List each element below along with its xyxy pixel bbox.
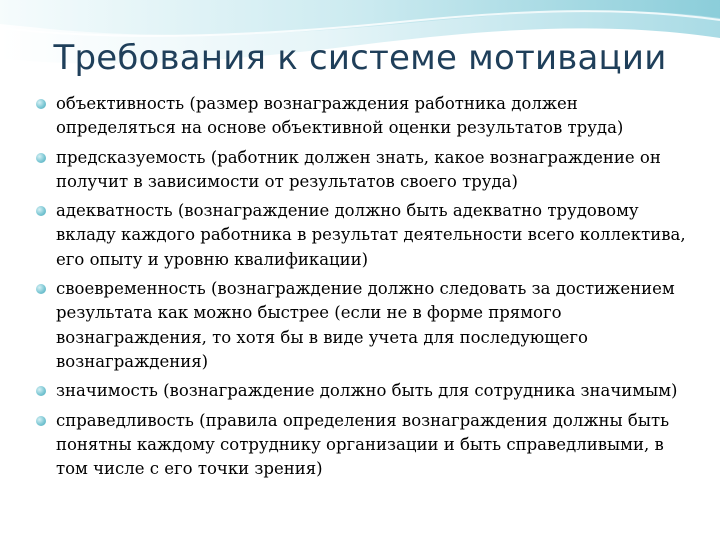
list-item-text: значимость (вознаграждение должно быть для сотрудника значимым)	[56, 381, 678, 401]
bullet-icon	[36, 206, 46, 216]
list-item	[36, 409, 686, 482]
list-item-text: предсказуемость (работник должен знать, какое вознаграждение он получит в зависимости от результатов своего труда)	[56, 147, 661, 191]
list-item	[36, 199, 686, 272]
list-item-text: адекватность (вознаграждение должно быть адекватно трудовому вкладу каждого работника в результат деятельности всего коллектива, его опыту и уровню квалификации)	[56, 201, 686, 269]
bullet-icon	[36, 284, 46, 294]
list-item	[36, 379, 686, 403]
bullet-icon	[36, 386, 46, 396]
bullet-icon	[36, 416, 46, 426]
bullet-icon	[36, 153, 46, 163]
requirements-list	[36, 92, 686, 486]
list-item	[36, 146, 686, 195]
bullet-icon	[36, 99, 46, 109]
slide-title: Требования к системе мотивации	[53, 38, 667, 78]
list-item-text: своевременность (вознаграждение должно следовать за достижением результата как можно быстрее (если не в форме прямого вознаграждения, то хотя бы в виде учета для последующего вознаграждения)	[56, 279, 675, 371]
list-item	[36, 92, 686, 141]
list-item-text: объективность (размер вознаграждения работника должен определяться на основе объективной оценки результатов труда)	[56, 94, 624, 138]
list-item	[36, 277, 686, 374]
list-item-text: справедливость (правила определения вознаграждения должны быть понятны каждому сотруднику организации и быть справедливыми, в том числе с его точки зрения)	[56, 410, 670, 479]
